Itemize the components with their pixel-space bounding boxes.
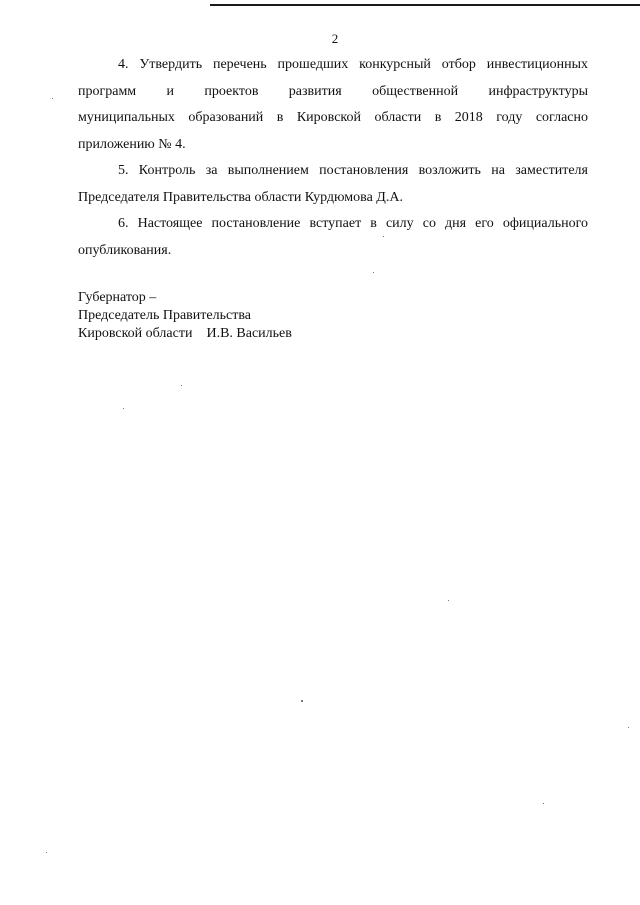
signature-region: Кировской области <box>78 326 193 341</box>
signature-region-line <box>78 325 292 343</box>
document-body <box>78 52 588 264</box>
signature-position: Председатель Правительства <box>78 308 251 323</box>
signature-title: Губернатор – <box>78 290 157 305</box>
paragraph-5: 5. Контроль за выполнением постановления возложить на заместителя Председателя Правительства области Курдюмова Д.А. <box>78 163 588 205</box>
scan-speck <box>543 803 544 804</box>
paragraph-4 <box>78 52 588 105</box>
scan-speck <box>123 408 124 409</box>
scan-speck <box>448 600 449 601</box>
scan-speck <box>383 236 384 237</box>
scan-speck <box>301 700 303 702</box>
paragraph-4-part2: муниципальных образований в Кировской области в 2018 году согласно приложению № 4. <box>78 110 588 152</box>
scan-speck <box>181 385 182 386</box>
scan-edge-line <box>210 4 640 6</box>
scan-speck <box>46 852 47 853</box>
paragraph-4-continued <box>78 105 588 158</box>
scan-speck <box>373 272 374 273</box>
signature-block <box>78 289 292 343</box>
paragraph-6: 6. Настоящее постановление вступает в силу со дня его официального опубликования. <box>78 216 588 258</box>
scan-speck <box>628 727 629 728</box>
scan-speck <box>52 98 53 99</box>
paragraph-4-part1: 4. Утвердить перечень прошедших конкурсный отбор инвестиционных программ и проектов развития общественной инфраструктуры <box>78 57 588 99</box>
page-number: 2 <box>331 31 339 46</box>
signatory-name: И.В. Васильев <box>206 326 292 341</box>
